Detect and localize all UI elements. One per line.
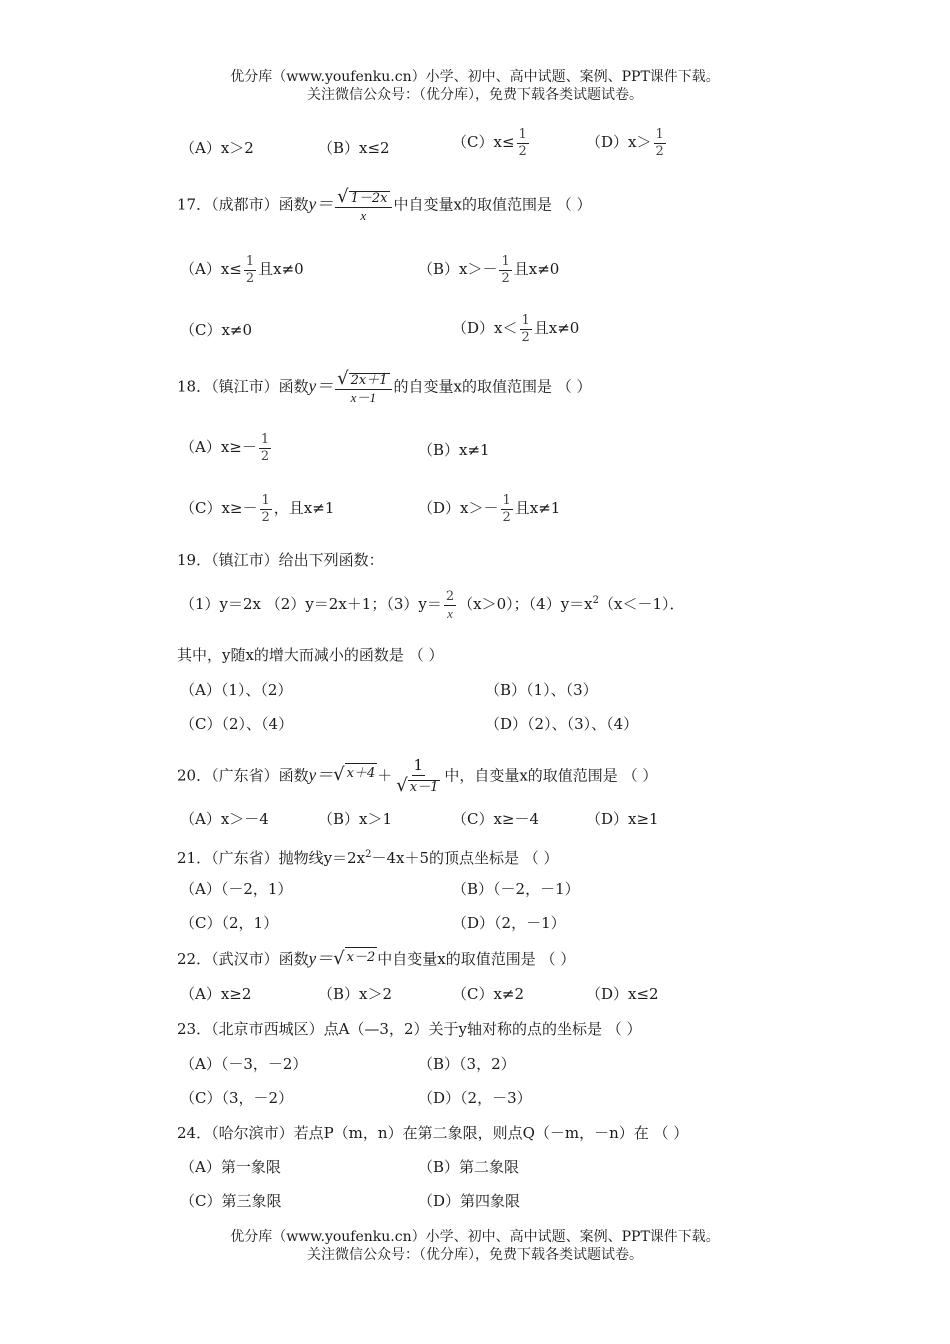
q20-option-d: （D）x≥1: [586, 810, 659, 828]
fraction: $\frac{1}{2}$: [655, 127, 664, 159]
q21-option-b: （B）（－2，－1）: [452, 880, 580, 898]
q24-option-b: （B）第二象限: [418, 1158, 520, 1176]
q17-option-c: （C）x≠0: [180, 321, 253, 339]
q23-option-b: （B）（3，2）: [418, 1055, 516, 1073]
q16-option-a: （A）x＞2: [180, 139, 254, 157]
header-line-2: 关注微信公众号：（优分库），免费下载各类试题试卷。: [307, 87, 643, 103]
q19-functions: （1）y＝2x （2）y＝2x＋1；（3）y＝ $\frac{2}{x}$ （x＞0）；$(4)y=x^2(x<-1)$．: [180, 589, 685, 621]
q18-option-c: （C）x≥－ $\frac{1}{2}$ ，且x≠1: [180, 493, 335, 525]
q19-option-c: （C）（2）、（4）: [180, 715, 294, 733]
q24-option-c: （C）第三象限: [180, 1192, 282, 1210]
q19-option-b: （B）（1）、（3）: [485, 681, 598, 699]
footer-line-1: 优分库（www.youfenku.cn）小学、初中、高中试题、案例、PPT课件下载。: [230, 1229, 720, 1245]
q20-option-b: （B）x＞1: [318, 810, 393, 828]
q24-option-d: （D）第四象限: [418, 1192, 521, 1210]
fraction: $\frac{1}{2}$: [521, 313, 530, 345]
q21-option-c: （C）（2，1）: [180, 914, 279, 932]
q22-option-d: （D）x≤2: [586, 985, 659, 1003]
q23-option-a: （A）（－3，－2）: [180, 1055, 308, 1073]
fraction: 1 √ x－1: [396, 756, 439, 796]
fraction: $\frac{1}{2}$: [501, 254, 510, 286]
q23-option-d: （D）（2，－3）: [418, 1089, 532, 1107]
q19-option-a: （A）（1）、（2）: [180, 681, 293, 699]
footer-line-2: 关注微信公众号：（优分库），免费下载各类试题试卷。: [307, 1247, 643, 1263]
q22-option-b: （B）x＞2: [318, 985, 393, 1003]
q18-option-b: （B）x≠1: [418, 441, 490, 459]
q20-option-a: （A）x＞－4: [180, 810, 269, 828]
q16-option-b: （B）x≤2: [318, 139, 390, 157]
q24-stem: 24．（哈尔滨市）若点P（m，n）在第二象限，则点Q（－m，－n）在 （ ）: [177, 1124, 689, 1142]
q18-stem: 18．（镇江市）函数y＝ √ 2x＋1 x－1 的自变量x的取值范围是 （ ）: [177, 368, 592, 405]
fraction: $\frac{1}{2}$: [261, 493, 270, 525]
q17-stem: 17．（成都市）函数y＝ √ 1－2x x 中自变量x的取值范围是 （ ）: [177, 186, 592, 223]
q19-question: 其中，y随x的增大而减小的函数是 （ ）: [177, 646, 444, 664]
q22-option-a: （A）x≥2: [180, 985, 252, 1003]
q16-option-d: （D）x＞ $\frac{1}{2}$: [586, 127, 664, 159]
fraction: √ 1－2x x: [335, 188, 391, 223]
fraction: $\frac{1}{2}$: [245, 254, 255, 286]
q20-stem: 20．（广东省）函数y＝ √ x＋4 ＋ 1 √ x－1 中，自变量x的取值范围是 （ ）: [177, 756, 658, 796]
fraction: $\frac{1}{2}$: [502, 493, 511, 525]
q21-option-a: （A）（－2，1）: [180, 880, 293, 898]
q21-option-d: （D）（2，－1）: [452, 914, 566, 932]
q21-stem: 21．（广东省）抛物线$y=2x^2-4x+5$的顶点坐标是 （ ）: [177, 849, 559, 867]
q22-option-c: （C）x≠2: [452, 985, 525, 1003]
fraction: $\frac{2}{x}$: [445, 589, 455, 621]
fraction: $\frac{1}{2}$: [260, 432, 270, 464]
q17-option-d: （D）x＜ $\frac{1}{2}$ 且x≠0: [452, 313, 580, 345]
q17-option-a: （A）x≤ $\frac{1}{2}$ 且x≠0: [180, 254, 304, 286]
q18-option-d: （D）x＞－ $\frac{1}{2}$ 且x≠1: [418, 493, 561, 525]
q20-option-c: （C）x≥－4: [452, 810, 540, 828]
q16-option-c: （C）x≤ $\frac{1}{2}$: [452, 127, 527, 159]
q18-option-a: （A）x≥－ $\frac{1}{2}$: [180, 432, 270, 464]
fraction: $\frac{1}{2}$: [518, 127, 527, 159]
q23-stem: 23．（北京市西城区）点A（—3，2）关于y轴对称的点的坐标是 （ ）: [177, 1020, 642, 1038]
q19-stem: 19．（镇江市）给出下列函数：: [177, 551, 384, 569]
fraction: √ 2x＋1 x－1: [335, 370, 391, 405]
q19-option-d: （D）（2）、（3）、（4）: [485, 715, 639, 733]
q22-stem: 22．（武汉市）函数y＝ √ x－2 中自变量x的取值范围是 （ ）: [177, 948, 576, 969]
q24-option-a: （A）第一象限: [180, 1158, 281, 1176]
q23-option-c: （C）（3，－2）: [180, 1089, 294, 1107]
q17-option-b: （B）x＞－ $\frac{1}{2}$ 且x≠0: [418, 254, 560, 286]
header-line-1: 优分库（www.youfenku.cn）小学、初中、高中试题、案例、PPT课件下载。: [230, 69, 720, 85]
